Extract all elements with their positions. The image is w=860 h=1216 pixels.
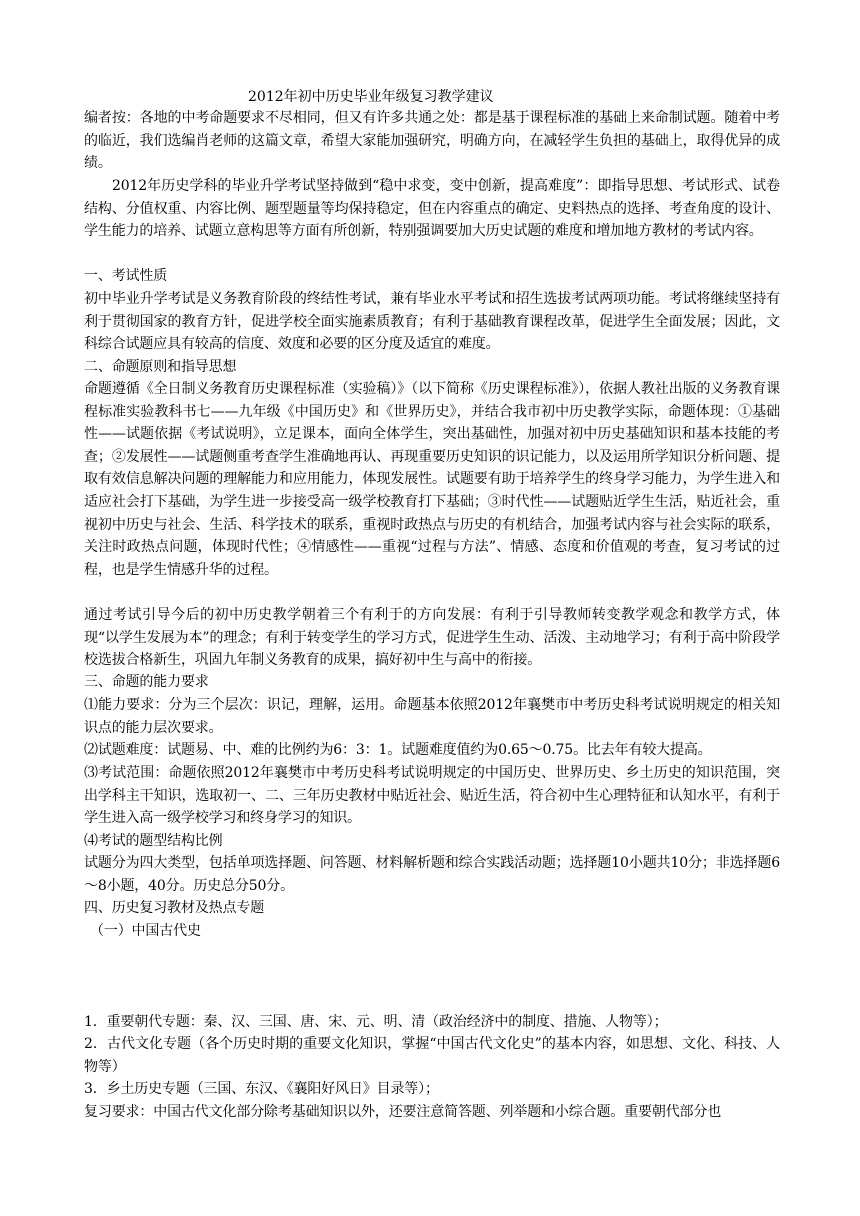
ability-item-1: ⑴能力要求：分为三个层次：识记，理解，运用。命题基本依照2012年襄樊市中考历史科考试说明规定的相关知识点的能力层次要求。 — [84, 697, 780, 736]
list-item: 3．乡土历史专题（三国、东汉、《襄阳好风日》目录等）； — [84, 1081, 439, 1097]
section-3-text: 试题分为四大类型，包括单项选择题、问答题、材料解析题和综合实践活动题；选择题10小题共10分；非选择题6～8小题，40分。历史总分50分。 — [84, 855, 780, 894]
review-requirements: 复习要求：中国古代文化部分除考基础知识以外，还要注意简答题、列举题和小综合题。重要朝代部分也 — [84, 1104, 722, 1120]
list-item: 2．古代文化专题（各个历史时期的重要文化知识，掌握“中国古代文化史”的基本内容，如思想、文化、科技、人物等） — [84, 1036, 780, 1075]
editor-note: 编者按：各地的中考命题要求不尽相同，但又有许多共通之处：都是基于课程标准的基础上来命制试题。随着中考的临近，我们选编肖老师的这篇文章，希望大家能加强研究，明确方向，在减轻学生负担的基础上，取得优异的成绩。 — [84, 110, 780, 172]
section-2-text-2: 通过考试引导今后的初中历史教学朝着三个有利于的方向发展：有利于引导教师转变教学观念和教学方式，体现“以学生发展为本”的理念；有利于转变学生的学习方式，促进学生生动、活泼、主动地学习；有利于高中阶段学校选拔合格新生，巩固九年制义务教育的成果，搞好初中生与高中的衔接。 — [84, 607, 780, 669]
section-2-text: 命题遵循《全日制义务教育历史课程标准（实验稿）》（以下简称《历史课程标准》），依据人教社出版的义务教育课程标准实验教科书七——九年级《中国历史》和《世界历史》，并结合我市初中历史教学实际，命题体现：①基础性——试题依据《考试说明》，立足课本，面向全体学生，突出基础性，加强对初中历史基础知识和基本技能的考查；②发展性——试题侧重考查学生准确地再认、再现重要历史知识的识记能力，以及运用所学知识分析问题、提取有效信息解决问题的理解能力和应用能力，体现发展性。试题要有助于培养学生的终身学习能力，为学生进入和适应社会打下基础，为学生进一步接受高一级学校教育打下基础；③时代性——试题贴近学生生活，贴近社会，重视初中历史与社会、生活、科学技术的联系，重视时政热点与历史的有机结合，加强考试内容与社会实际的联系，关注时政热点问题，体现时代性；④情感性——重视“过程与方法”、情感、态度和价值观的考查，复习考试的过程，也是学生情感升华的过程。 — [84, 381, 780, 578]
ability-item-2: ⑵试题难度：试题易、中、难的比例约为6：3：1。试题难度值约为0.65～0.75。比去年有较大提高。 — [84, 742, 712, 758]
document-title: 2012年初中历史毕业年级复习教学建议 — [248, 89, 494, 105]
section-1-heading: 一、考试性质 — [84, 268, 168, 284]
section-2-heading: 二、命题原则和指导思想 — [84, 359, 237, 375]
ability-item-4: ⑷考试的题型结构比例 — [84, 833, 223, 849]
section-4-heading: 四、历史复习教材及热点专题 — [84, 900, 265, 916]
section-3-heading: 三、命题的能力要求 — [84, 674, 209, 690]
intro-paragraph: 2012年历史学科的毕业升学考试坚持做到“稳中求变，变中创新，提高难度”：即指导思想、考试形式、试卷结构、分值权重、内容比例、题型题量等均保持稳定，但在内容重点的确定、史料热点的选择、考查角度的设计、学生能力的培养、试题立意构思等方面有所创新，特别强调要加大历史试题的难度和增加地方教材的考试内容。 — [84, 178, 780, 240]
list-item: 1．重要朝代专题：秦、汉、三国、唐、宋、元、明、清（政治经济中的制度、措施、人物等）； — [84, 1014, 668, 1030]
ability-item-3: ⑶考试范围：命题依照2012年襄樊市中考历史科考试说明规定的中国历史、世界历史、乡土历史的知识范围，突出学科主干知识，选取初一、二、三年历史教材中贴近社会、贴近生活，符合初中生心理特征和认知水平，有利于学生进入高一级学校学习和终身学习的知识。 — [84, 765, 780, 827]
subsection-heading: （一）中国古代史 — [90, 923, 201, 939]
section-1-text: 初中毕业升学考试是义务教育阶段的终结性考试，兼有毕业水平考试和招生选拔考试两项功能。考试将继续坚持有利于贯彻国家的教育方针，促进学校全面实施素质教育；有利于基础教育课程改革，促进学生全面发展；因此，文科综合试题应具有较高的信度、效度和必要的区分度及适宜的难度。 — [84, 291, 780, 353]
